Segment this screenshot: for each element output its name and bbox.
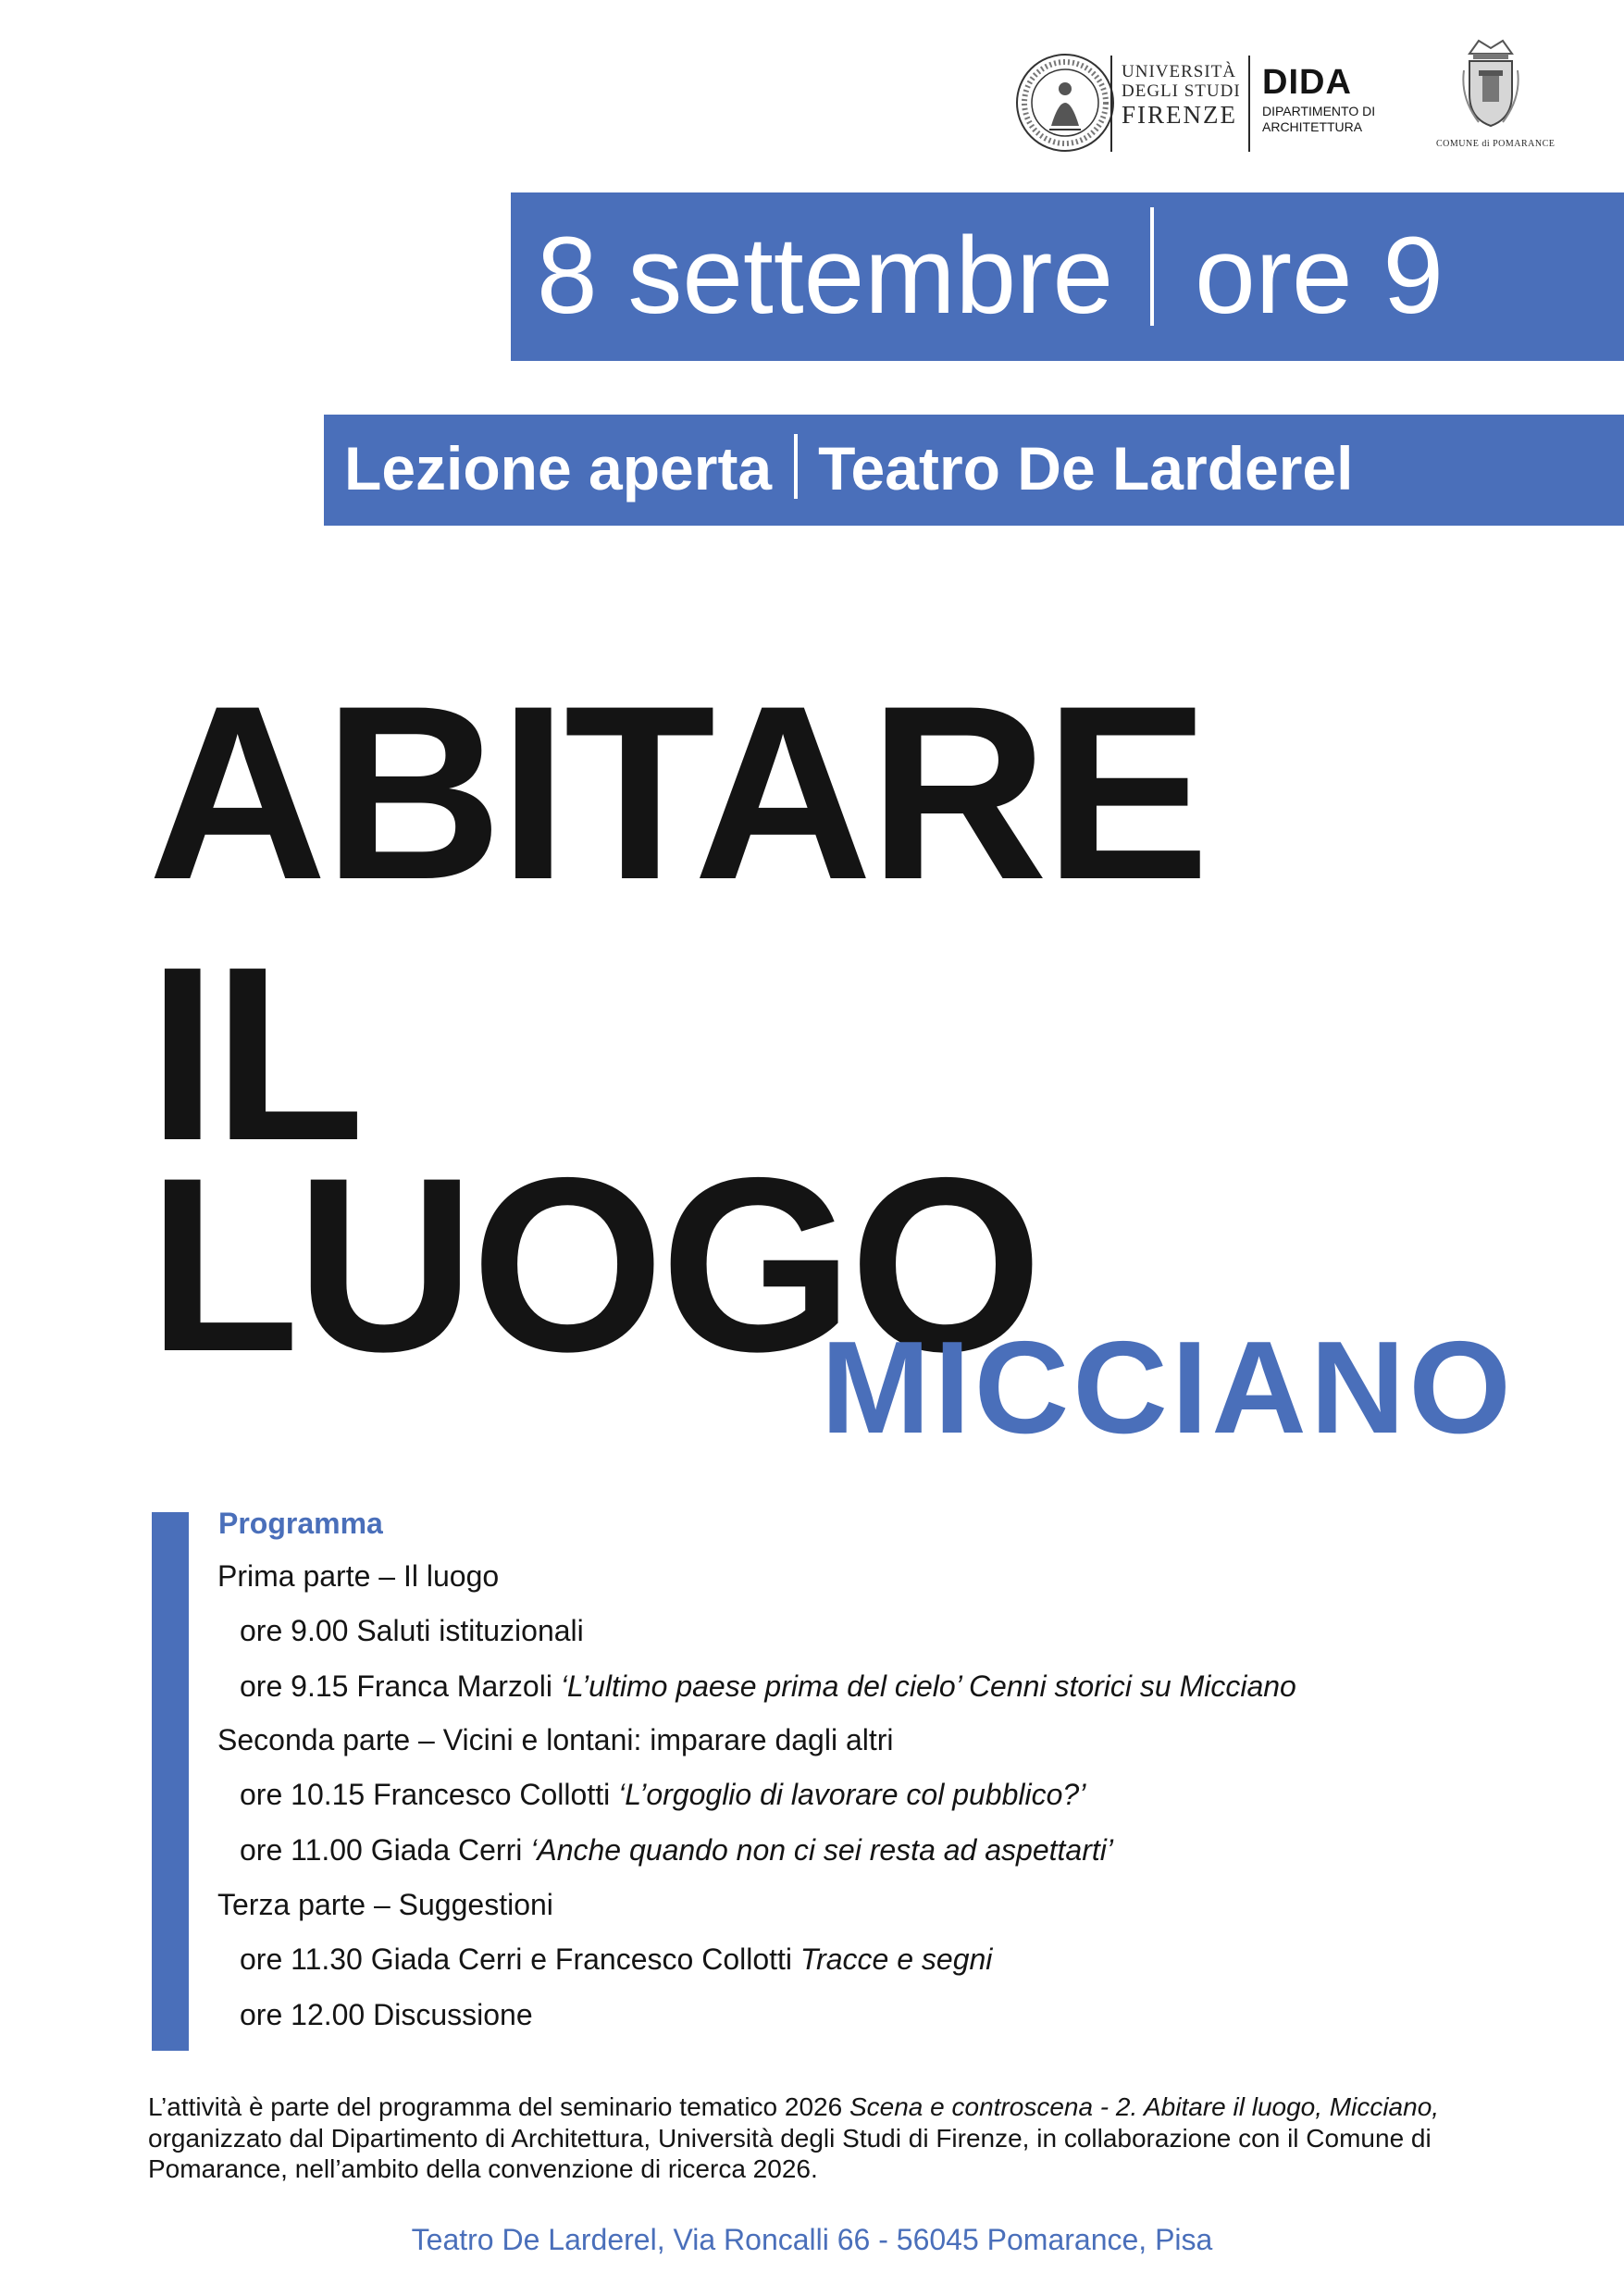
title-subtitle: MICCIANO: [821, 1314, 1515, 1461]
programme-item: ore 12.00 Discussione: [240, 1998, 533, 2031]
programme-item: ore 11.30 Giada Cerri e Francesco Collotti Tracce e segni: [240, 1942, 993, 1976]
dida-logo-title: DIDA: [1262, 63, 1352, 102]
programme-part-title: Seconda parte – Vicini e lontani: imparare dagli altri: [217, 1723, 894, 1756]
seminar-note: L’attività è parte del programma del seminario tematico 2026 Scena e controscena - 2. Abitare il luogo, Micciano, organizzato dal Dipartimento di Architettura, Università degli Studi di Firenze, in collaborazione con il Comune di Pomarance, nell’ambito della convenzione di ricerca 2026.: [148, 2092, 1440, 2184]
programme-heading: Programma: [218, 1507, 383, 1540]
comune-crest-logo: [1460, 33, 1521, 131]
unifi-line-2: DEGLI STUDI: [1122, 81, 1241, 101]
programme-accent-bar: [152, 1512, 189, 2051]
event-venue-line: [344, 433, 1353, 503]
programme-item: ore 11.00 Giada Cerri ‘Anche quando non ci sei resta ad aspettarti’: [240, 1833, 1113, 1867]
programme-part-title: Terza parte – Suggestioni: [217, 1888, 553, 1921]
dida-line-2: ARCHITETTURA: [1262, 118, 1363, 134]
programme-part-title: Prima parte – Il luogo: [217, 1559, 500, 1593]
title-line-2: IL: [148, 914, 362, 1192]
programme-item: ore 10.15 Francesco Collotti ‘L’orgoglio di lavorare col pubblico?’: [240, 1778, 1086, 1811]
separator-bar: [794, 434, 798, 499]
dida-line-1: DIPARTIMENTO DI: [1262, 104, 1376, 118]
unifi-line-3: FIRENZE: [1122, 100, 1237, 129]
comune-label: COMUNE di POMARANCE: [1436, 139, 1556, 149]
unifi-wordmark: [1122, 63, 1242, 129]
date-time-line: [537, 207, 1444, 339]
venue-address: Teatro De Larderel, Via Roncalli 66 - 56045 Pomarance, Pisa: [411, 2223, 1213, 2256]
event-time: ore 9: [1195, 215, 1444, 337]
logo-divider: [1248, 56, 1250, 152]
title-line-3: LUOGO: [148, 1125, 1039, 1403]
title-line-1: ABITARE: [148, 653, 1207, 931]
university-seal-logo: [1014, 52, 1116, 154]
programme-item: ore 9.15 Franca Marzoli ‘L’ultimo paese prima del cielo’ Cenni storici su Micciano: [240, 1669, 1296, 1703]
event-type: Lezione aperta: [344, 434, 773, 503]
separator-bar: [1150, 207, 1154, 326]
dida-logo-subtitle: [1262, 104, 1401, 135]
event-date: 8 settembre: [537, 215, 1114, 337]
programme-item: ore 9.00 Saluti istituzionali: [240, 1614, 584, 1647]
unifi-line-1: UNIVERSITÀ: [1122, 62, 1236, 81]
logo-divider: [1110, 56, 1112, 152]
event-venue: Teatro De Larderel: [818, 434, 1354, 503]
